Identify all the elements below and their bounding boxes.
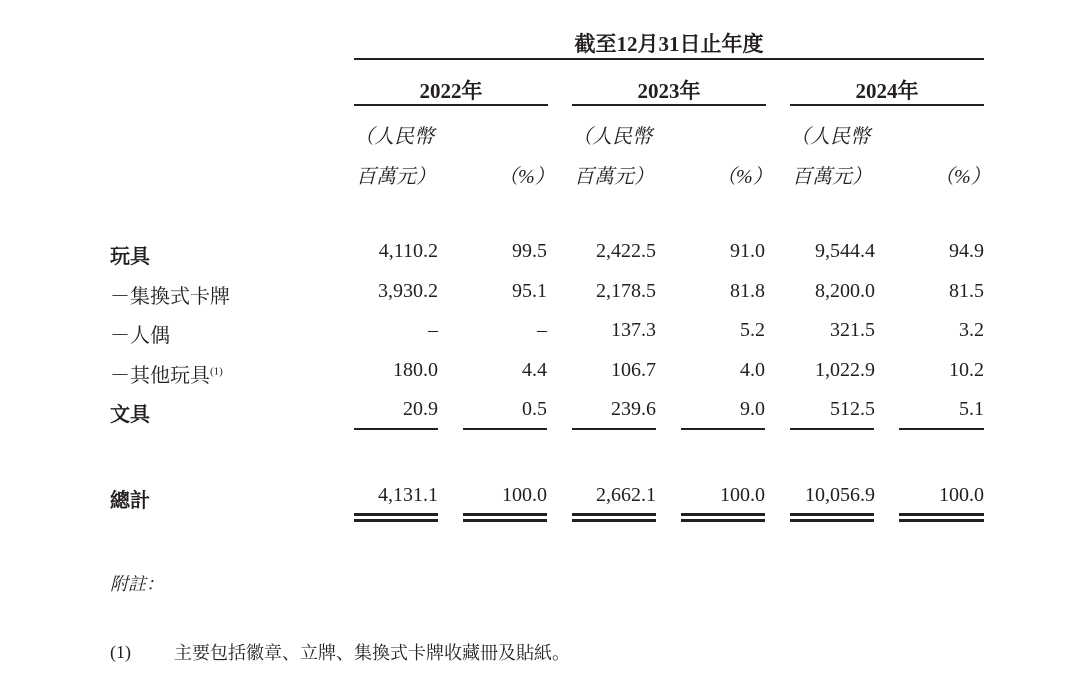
footnote-text: 主要包括徽章、立牌、集換式卡牌收藏冊及貼紙。 <box>174 643 570 663</box>
total-value: 100.0 <box>720 484 765 506</box>
cell-value: 95.1 <box>512 280 547 302</box>
row-label-other-toys-text: －其他玩具 <box>110 365 210 387</box>
year-header-2023: 2023年 <box>637 79 701 103</box>
total-value: 100.0 <box>939 484 984 506</box>
total-double-underline-bottom <box>681 519 765 522</box>
cell-value: 3.2 <box>959 319 984 341</box>
cell-value: 5.2 <box>740 319 765 341</box>
subtotal-underline <box>899 428 984 430</box>
unit-amount-line2: 百萬元） <box>574 166 654 188</box>
cell-value: 9.0 <box>740 398 765 420</box>
row-label-total: 總計 <box>110 490 150 512</box>
cell-value: 91.0 <box>730 240 765 262</box>
cell-value: 20.9 <box>403 398 438 420</box>
footnote-number: (1) <box>110 642 131 662</box>
total-double-underline-bottom <box>354 519 438 522</box>
subtotal-underline <box>790 428 874 430</box>
cell-value: – <box>428 319 438 341</box>
total-double-underline-bottom <box>899 519 984 522</box>
unit-amount-line1: （人民幣 <box>354 126 434 148</box>
subtotal-underline <box>463 428 547 430</box>
total-double-underline-bottom <box>790 519 874 522</box>
cell-value: – <box>537 319 547 341</box>
cell-value: 1,022.9 <box>815 359 875 381</box>
cell-value: 5.1 <box>959 398 984 420</box>
unit-pct: （%） <box>716 166 773 188</box>
cell-value: 4,110.2 <box>378 240 438 262</box>
period-underline <box>354 58 984 60</box>
year-underline-2024 <box>790 104 984 106</box>
row-label-trading-cards: －集換式卡牌 <box>110 286 230 308</box>
cell-value: 4.0 <box>740 359 765 381</box>
unit-pct: （%） <box>498 166 555 188</box>
total-double-underline-top <box>354 513 438 516</box>
row-label-other-toys <box>110 359 223 388</box>
notes-label: 附註： <box>110 574 164 594</box>
unit-amount-line2: 百萬元） <box>356 166 436 188</box>
unit-amount-line1: （人民幣 <box>572 126 652 148</box>
unit-amount-line2: 百萬元） <box>792 166 872 188</box>
unit-pct: （%） <box>934 166 991 188</box>
year-underline-2023 <box>572 104 766 106</box>
row-label-stationery: 文具 <box>110 404 150 426</box>
year-underline-2022 <box>354 104 548 106</box>
cell-value: 239.6 <box>611 398 656 420</box>
cell-value: 10.2 <box>949 359 984 381</box>
total-value: 4,131.1 <box>378 484 438 506</box>
cell-value: 0.5 <box>522 398 547 420</box>
year-header-2022: 2022年 <box>419 79 483 103</box>
unit-amount-line1: （人民幣 <box>790 126 870 148</box>
subtotal-underline <box>354 428 438 430</box>
total-double-underline-bottom <box>572 519 656 522</box>
total-double-underline-top <box>790 513 874 516</box>
total-value: 2,662.1 <box>596 484 656 506</box>
cell-value: 81.8 <box>730 280 765 302</box>
row-label-figures: －人偶 <box>110 325 170 347</box>
cell-value: 137.3 <box>611 319 656 341</box>
cell-value: 512.5 <box>830 398 875 420</box>
cell-value: 9,544.4 <box>815 240 875 262</box>
total-value: 10,056.9 <box>805 484 875 506</box>
cell-value: 180.0 <box>393 359 438 381</box>
cell-value: 3,930.2 <box>378 280 438 302</box>
total-double-underline-top <box>572 513 656 516</box>
cell-value: 94.9 <box>949 240 984 262</box>
cell-value: 2,178.5 <box>596 280 656 302</box>
cell-value: 8,200.0 <box>815 280 875 302</box>
total-value: 100.0 <box>502 484 547 506</box>
row-label-toys: 玩具 <box>110 246 150 268</box>
total-double-underline-top <box>463 513 547 516</box>
subtotal-underline <box>681 428 765 430</box>
period-header: 截至12月31日止年度 <box>574 32 764 56</box>
cell-value: 4.4 <box>522 359 547 381</box>
footnote-ref: (1) <box>210 365 223 378</box>
total-double-underline-bottom <box>463 519 547 522</box>
cell-value: 81.5 <box>949 280 984 302</box>
total-double-underline-top <box>681 513 765 516</box>
cell-value: 106.7 <box>611 359 656 381</box>
cell-value: 321.5 <box>830 319 875 341</box>
total-double-underline-top <box>899 513 984 516</box>
year-header-2024: 2024年 <box>855 79 919 103</box>
subtotal-underline <box>572 428 656 430</box>
cell-value: 2,422.5 <box>596 240 656 262</box>
cell-value: 99.5 <box>512 240 547 262</box>
